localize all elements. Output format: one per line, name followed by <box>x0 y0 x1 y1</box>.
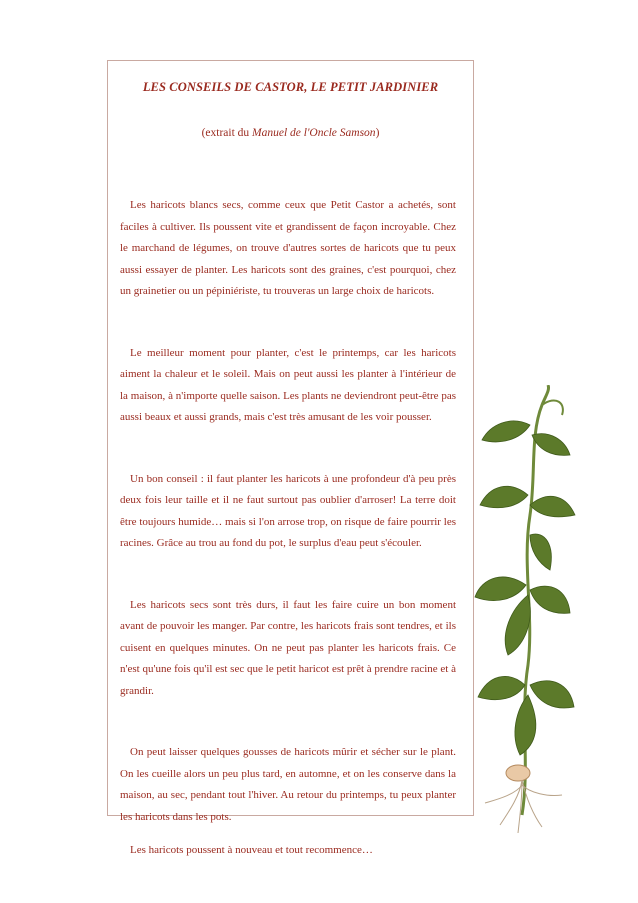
leaf-shape <box>532 434 570 456</box>
page-title: LES CONSEILS DE CASTOR, LE PETIT JARDINIER <box>142 80 439 94</box>
leaf-shape <box>530 681 574 708</box>
bean-plant-illustration <box>470 385 585 835</box>
subtitle-prefix: (extrait du <box>201 127 253 139</box>
root-shape <box>522 785 562 796</box>
page-subtitle <box>107 127 474 139</box>
leaf-shape <box>530 586 570 613</box>
leaf-shape <box>475 577 526 601</box>
root-shape <box>500 780 522 825</box>
article-body <box>120 195 456 862</box>
paragraph: Un bon conseil : il faut planter les haricots à une profondeur d'à peu près deux fois leur taille et il ne faut surtout pas oublier d'arroser! La terre doit être toujours humide… mais si l'on arrose trop, on risque de faire pourrir les racines. Grâce au trou au fond du pot, le surplus d'eau peut s'écouler. <box>120 472 456 549</box>
paragraph: Les haricots blancs secs, comme ceux que Petit Castor a achetés, sont faciles à cultiver. Ils poussent vite et grandissent de façon incroyable. Chez le marchand de légumes, on trouve d'autres sortes de haricots que tu peux aussi essayer de planter. Les haricots sont des graines, c'est pourquoi, chez un grainetier ou un pépiniériste, tu trouveras un large choix de haricots. <box>120 199 456 297</box>
paragraph: Les haricots poussent à nouveau et tout recommence… <box>130 844 373 856</box>
root-shape <box>485 785 522 803</box>
leaf-shape <box>530 534 551 570</box>
leaf-shape <box>505 595 530 655</box>
leaf-shape <box>530 496 575 517</box>
subtitle-suffix: ) <box>375 127 380 139</box>
paragraph: Les haricots secs sont très durs, il faut les faire cuire un bon moment avant de pouvoir les manger. Par contre, les haricots frais sont tendres, et ils cuisent en quelques minutes. On ne peut pas planter les haricots frais. Ce n'est qu'une fois qu'il est sec que le petit haricot est prêt à prendre racine et à grandir. <box>120 598 456 697</box>
leaf-shape <box>480 486 528 507</box>
seed-shape <box>506 765 530 781</box>
paragraph: Le meilleur moment pour planter, c'est le printemps, car les haricots aiment la chaleur et le soleil. Mais on peut aussi les planter à l'intérieur de la maison, à n'importe quelle saison. Les plants ne deviendront peut-être pas aussi beaux et aussi grands, mais c'est très amusant de les voir pousser. <box>120 346 456 423</box>
tendril-shape <box>542 400 563 415</box>
leaf-shape <box>482 421 530 442</box>
paragraph: On peut laisser quelques gousses de haricots mûrir et sécher sur le plant. On les cueille alors un peu plus tard, en automne, et on les conserve dans la maison, au sec, pendant tout l'hiver. Au retour du printemps, tu peux planter les haricots dans les pots. <box>120 746 456 823</box>
subtitle-book: Manuel de l'Oncle Samson <box>252 127 376 139</box>
leaf-shape <box>515 695 536 755</box>
leaf-shape <box>478 676 525 699</box>
